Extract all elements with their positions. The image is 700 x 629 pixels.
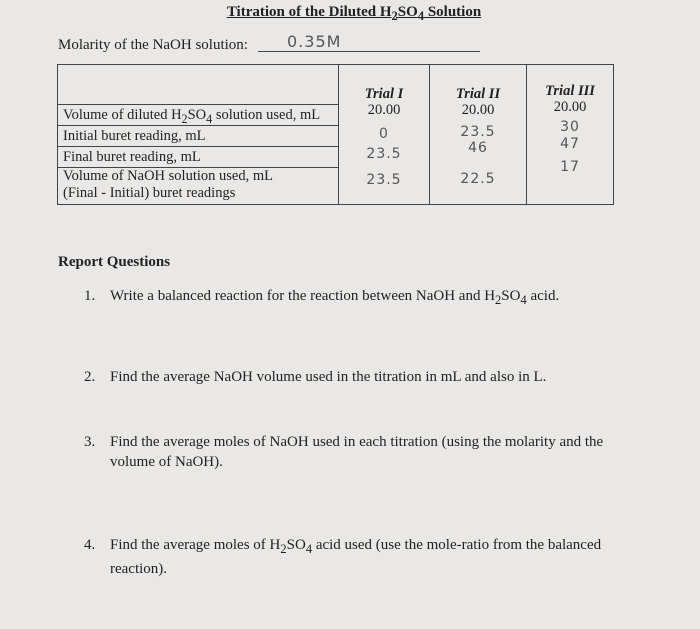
question-2: 2. Find the average NaOH volume used in the titration in mL and also in L. [84, 369, 547, 385]
trial-3-naoh-used: 17 [560, 159, 580, 175]
report-heading: Report Questions [58, 254, 171, 270]
question-3: 3. Find the average moles of NaOH used in each titration (using the molarity and the volume of NaOH). [84, 434, 604, 470]
titration-data-table [57, 64, 614, 205]
trial-3-initial: 30 [560, 119, 580, 135]
trial-3-header: Trial III [545, 83, 595, 99]
question-4: 4. Find the average moles of $H_2SO_4$ acid used (use the mole-ratio from the balanced reaction). [84, 537, 602, 577]
trial-1-column [339, 65, 430, 205]
trial-2-volume: 20.00 [461, 102, 495, 118]
molarity-underline [258, 51, 480, 52]
trial-2-initial: 23.5 [460, 124, 496, 140]
question-1: 1. Write a balanced reaction for the reaction between NaOH and $H_2SO_4$ acid. [84, 288, 560, 307]
trial-1-naoh-used: 23.5 [366, 172, 402, 188]
trial-1-volume: 20.00 [367, 102, 401, 118]
trial-2-naoh-used: 22.5 [460, 171, 496, 187]
trial-2-header: Trial II [455, 86, 501, 102]
trial-3-column [527, 65, 614, 205]
molarity-label: Molarity of the NaOH solution: [58, 37, 248, 53]
row-label-initial: Initial buret reading, mL [58, 126, 338, 147]
trial-3-volume: 20.00 [553, 99, 587, 115]
row-labels-column [58, 65, 339, 205]
trial-1-final: 23.5 [366, 146, 402, 162]
trial-2-column [430, 65, 527, 205]
row-label-naoh-used: Volume of NaOH solution used, mL (Final - Initial) buret readings [63, 168, 273, 201]
trial-1-header: Trial I [364, 86, 404, 102]
trial-2-final: 46 [468, 140, 488, 156]
trial-1-initial: 0 [379, 126, 389, 142]
page-title: Titration of the Diluted $H_2SO_4$ Solution [226, 4, 482, 23]
header-spacer [58, 65, 338, 104]
trial-3-final: 47 [560, 136, 580, 152]
row-label-volume: Volume of diluted $H_2SO_4$ solution used, mL [58, 104, 338, 126]
row-label-final: Final buret reading, mL [58, 147, 338, 168]
molarity-value: 0.35M [287, 32, 342, 51]
